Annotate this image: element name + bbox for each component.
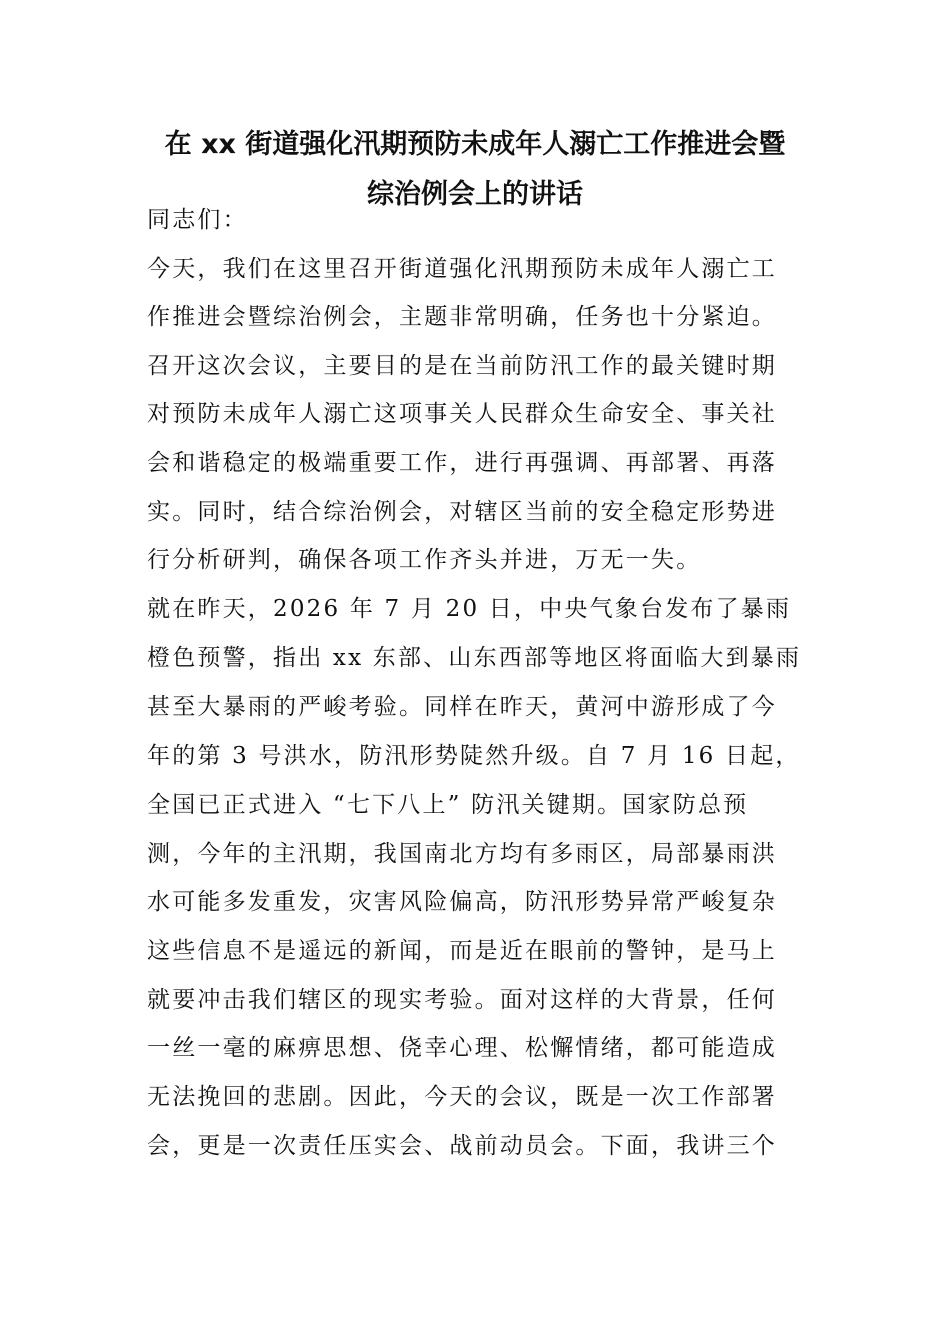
body-line-14: 水可能多发重发，灾害风险偏高，防汛形势异常严峻复杂: [147, 889, 777, 915]
body-line-11: 年的第 3 号洪水，防汛形势陡然升级。自 7 月 16 日起，: [147, 743, 801, 769]
body-line-12: 全国已正式进入 “七下八上” 防汛关键期。国家防总预: [147, 792, 749, 818]
document-title-line-1: 在 xx 街道强化汛期预防未成年人溺亡工作推进会暨: [164, 129, 786, 160]
document-title-line-2: 综治例会上的讲话: [367, 179, 583, 210]
body-line-6: 实。同时，结合综治例会，对辖区当前的安全稳定形势进: [147, 499, 777, 525]
body-line-16: 就要冲击我们辖区的现实考验。面对这样的大背景，任何: [147, 987, 777, 1013]
body-line-10: 甚至大暴雨的严峻考验。同样在昨天，黄河中游形成了今: [147, 694, 777, 720]
body-line-17: 一丝一毫的麻痹思想、侥幸心理、松懈情绪，都可能造成: [147, 1035, 777, 1061]
body-line-19: 会，更是一次责任压实会、战前动员会。下面，我讲三个: [147, 1133, 777, 1159]
body-line-5: 会和谐稳定的极端重要工作，进行再强调、再部署、再落: [147, 450, 777, 476]
body-line-18: 无法挽回的悲剧。因此，今天的会议，既是一次工作部署: [147, 1084, 777, 1110]
body-line-9: 橙色预警，指出 xx 东部、山东西部等地区将面临大到暴雨: [147, 645, 802, 671]
body-line-1: 今天，我们在这里召开街道强化汛期预防未成年人溺亡工: [147, 256, 777, 282]
body-line-7: 行分析研判，确保各项工作齐头并进，万无一失。: [147, 547, 702, 573]
body-line-13: 测，今年的主汛期，我国南北方均有多雨区，局部暴雨洪: [147, 841, 777, 867]
body-line-3: 召开这次会议，主要目的是在当前防汛工作的最关键时期: [147, 353, 777, 379]
body-line-4: 对预防未成年人溺亡这项事关人民群众生命安全、事关社: [147, 401, 777, 427]
salutation: 同志们：: [147, 207, 248, 233]
body-line-2: 作推进会暨综治例会，主题非常明确，任务也十分紧迫。: [147, 304, 777, 330]
body-line-15: 这些信息不是遥远的新闻，而是近在眼前的警钟，是马上: [147, 938, 777, 964]
body-line-8: 就在昨天，2026 年 7 月 20 日，中央气象台发布了暴雨: [147, 596, 792, 622]
